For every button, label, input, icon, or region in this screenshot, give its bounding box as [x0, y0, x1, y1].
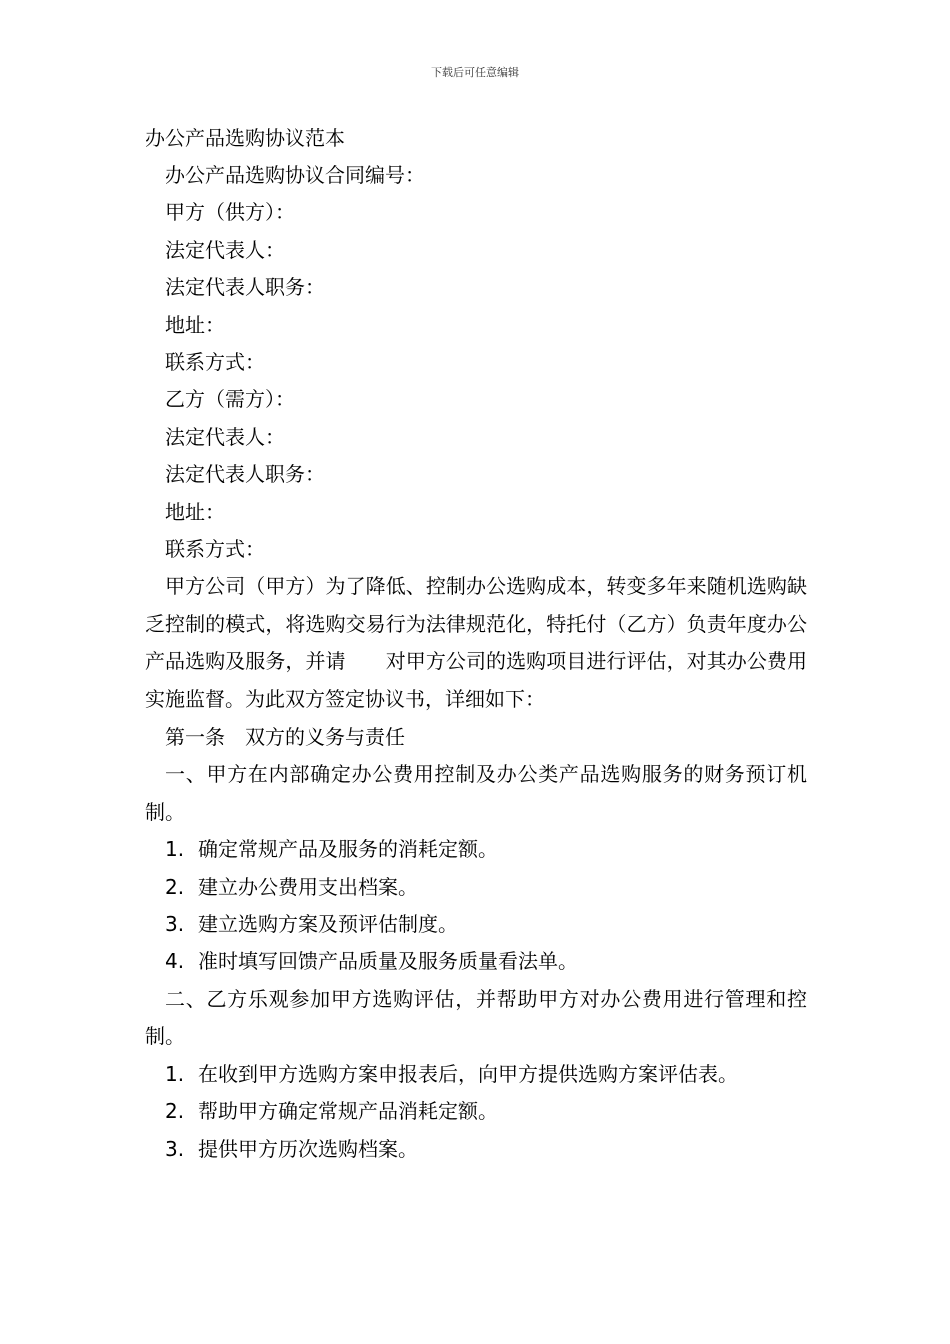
list-item [145, 906, 807, 943]
party-b-heading: 乙方（需方）： [165, 387, 295, 412]
list-item [145, 943, 807, 980]
party-a-rep-label: 法定代表人： [165, 237, 285, 262]
party-a-address-label: 地址： [165, 312, 225, 337]
list-item-number: 3. [165, 912, 185, 937]
list-item-text: 建立办公费用支出档案。 [198, 874, 418, 899]
list-item-number: 1. [165, 1062, 185, 1086]
list-item-number: 2. [165, 1099, 185, 1124]
list-item-text: 准时填写回馈产品质量及服务质量看法单。 [198, 949, 578, 974]
section-2-heading: 二、乙方乐观参加甲方选购评估，并帮助甲方对办公费用进行管理和控制。 [145, 986, 807, 1049]
list-item-number: 3. [165, 1136, 185, 1161]
article-1-title: 第一条 双方的义务与责任 [165, 724, 405, 749]
list-item-text: 在收到甲方选购方案申报表后，向甲方提供选购方案评估表。 [198, 1062, 738, 1086]
intro-paragraph: 甲方公司（甲方）为了降低、控制办公选购成本，转变多年来随机选购缺乏控制的模式，将选购交易行为法律规范化，特托付（乙方）负责年度办公产品选购及服务，并请 对甲方公司的选购项目进行评估，对其办公费用实施监督。为此双方签定协议书，详细如下： [145, 574, 807, 712]
party-b-rep-label: 法定代表人： [165, 424, 285, 449]
list-item [145, 869, 807, 906]
list-item-text: 确定常规产品及服务的消耗定额。 [198, 837, 498, 862]
party-b-address-label: 地址： [165, 499, 225, 524]
party-b-rep-title-label: 法定代表人职务： [165, 462, 325, 487]
party-a-rep-title-label: 法定代表人职务： [165, 275, 325, 300]
page-header-note: 下载后可任意编辑 [431, 66, 519, 79]
list-item-number: 2. [165, 874, 185, 899]
party-a-contact-label: 联系方式： [165, 349, 265, 374]
list-item [145, 1056, 807, 1093]
list-item-text: 提供甲方历次选购档案。 [198, 1136, 418, 1161]
contract-number-label: 办公产品选购协议合同编号： [165, 163, 425, 187]
list-item [145, 1131, 807, 1168]
list-item-text: 帮助甲方确定常规产品消耗定额。 [198, 1099, 498, 1124]
list-item-number: 4. [165, 949, 185, 974]
list-item-text: 建立选购方案及预评估制度。 [198, 912, 458, 937]
document-body [145, 120, 807, 1168]
document-title: 办公产品选购协议范本 [145, 126, 345, 150]
party-a-heading: 甲方（供方）： [165, 200, 295, 225]
list-item [145, 831, 807, 868]
party-b-contact-label: 联系方式： [165, 536, 265, 561]
section-1-heading: 一、甲方在内部确定办公费用控制及办公类产品选购服务的财务预订机制。 [145, 762, 807, 824]
list-item [145, 1093, 807, 1130]
list-item-number: 1. [165, 837, 185, 862]
